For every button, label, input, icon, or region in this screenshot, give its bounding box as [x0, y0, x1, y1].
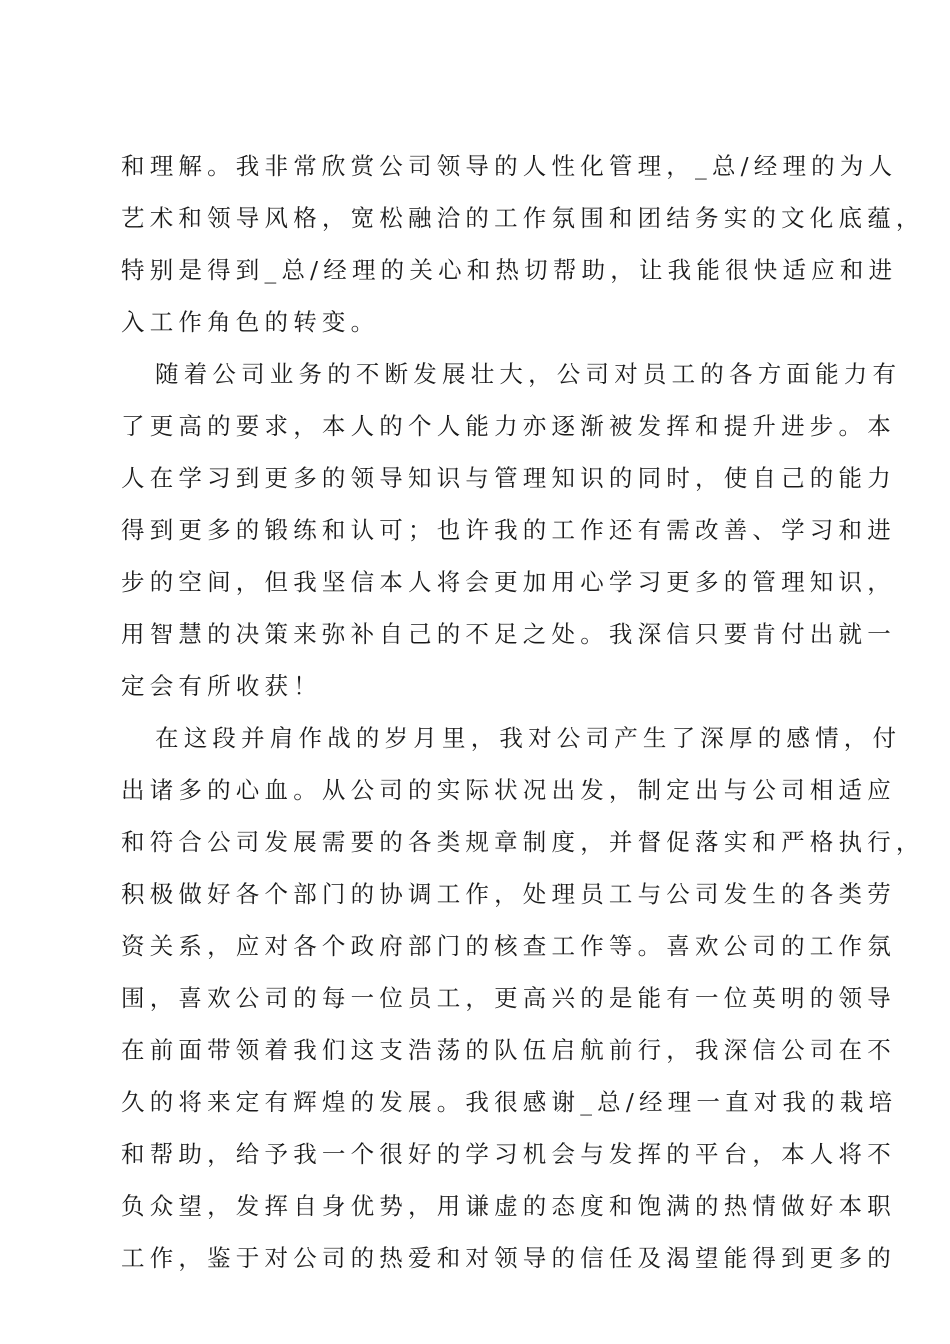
text-line: 资关系，应对各个政府部门的核查工作等。喜欢公司的工作氛 — [121, 932, 896, 960]
text-line: 和理解。我非常欣赏公司领导的人性化管理，_总/经理的为人 — [121, 152, 898, 180]
text-line: 得到更多的锻练和认可；也许我的工作还有需改善、学习和进 — [121, 516, 896, 544]
text-line: 负众望，发挥自身优势，用谦虚的态度和饱满的热情做好本职 — [121, 1192, 896, 1220]
paragraph-start-line: 随着公司业务的不断发展壮大，公司对员工的各方面能力有 — [155, 360, 902, 388]
text-line: 出诸多的心血。从公司的实际状况出发，制定出与公司相适应 — [121, 776, 896, 804]
paragraph-start-line: 在这段并肩作战的岁月里，我对公司产生了深厚的感情，付 — [155, 724, 902, 752]
text-line: 围，喜欢公司的每一位员工，更高兴的是能有一位英明的领导 — [121, 984, 896, 1012]
text-line: 在前面带领着我们这支浩荡的队伍启航前行，我深信公司在不 — [121, 1036, 896, 1064]
text-line: 艺术和领导风格，宽松融洽的工作氛围和团结务实的文化底蕴， — [121, 204, 925, 232]
text-line: 和帮助，给予我一个很好的学习机会与发挥的平台，本人将不 — [121, 1140, 896, 1168]
text-line: 和符合公司发展需要的各类规章制度，并督促落实和严格执行， — [121, 828, 925, 856]
text-line: 积极做好各个部门的协调工作，处理员工与公司发生的各类劳 — [121, 880, 896, 908]
body-text — [121, 140, 925, 1284]
text-line: 工作，鉴于对公司的热爱和对领导的信任及渴望能得到更多的 — [121, 1244, 896, 1272]
text-line: 入工作角色的转变。 — [121, 308, 380, 336]
text-line: 用智慧的决策来弥补自己的不足之处。我深信只要肯付出就一 — [121, 620, 896, 648]
text-line: 定会有所收获！ — [121, 672, 322, 700]
text-line: 了更高的要求，本人的个人能力亦逐渐被发挥和提升进步。本 — [121, 412, 896, 440]
text-line: 久的将来定有辉煌的发展。我很感谢_总/经理一直对我的栽培 — [121, 1088, 898, 1116]
text-line: 步的空间，但我坚信本人将会更加用心学习更多的管理知识， — [121, 568, 896, 596]
text-line: 特别是得到_总/经理的关心和热切帮助，让我能很快适应和进 — [121, 256, 898, 284]
text-line: 人在学习到更多的领导知识与管理知识的同时，使自己的能力 — [121, 464, 896, 492]
